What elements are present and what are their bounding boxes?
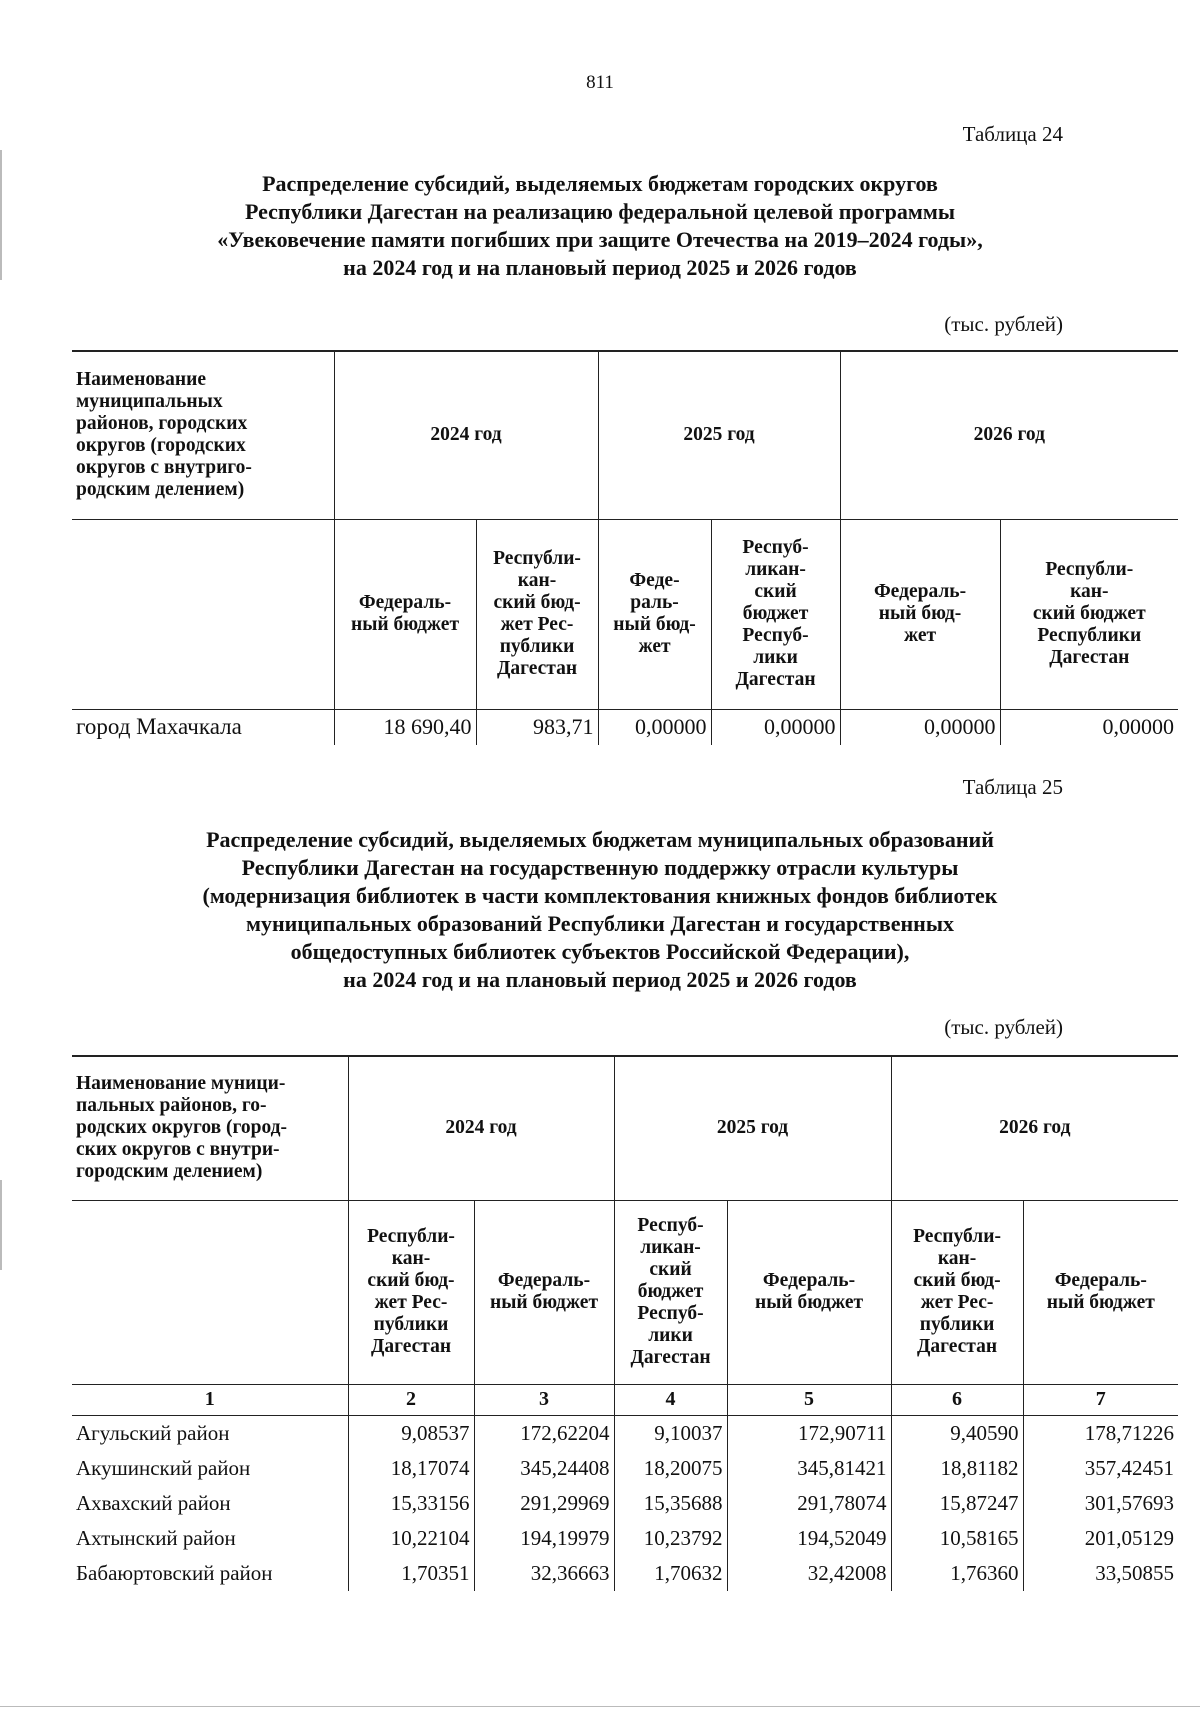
subheader-line: ный бюджет xyxy=(1046,1292,1155,1313)
row-value: 194,52049 xyxy=(727,1521,891,1556)
header-name-cell xyxy=(72,351,334,519)
row-value: 18,81182 xyxy=(891,1451,1023,1486)
header-line: ских округов с внутри- xyxy=(76,1139,280,1161)
scan-edge-mark xyxy=(0,1180,2,1270)
row-name: Ахвахский район xyxy=(76,1490,231,1515)
subheader-line: раль- xyxy=(630,592,679,613)
year-header-2025: 2025 год xyxy=(614,1056,891,1200)
row-value: 357,42451 xyxy=(1023,1451,1178,1486)
subheader-line: кан- xyxy=(517,570,557,591)
header-line: родским делением) xyxy=(76,479,245,501)
row-value: 201,05129 xyxy=(1023,1521,1178,1556)
row-value: 345,24408 xyxy=(474,1451,614,1486)
column-number-row xyxy=(72,1384,1178,1415)
header-empty-cell xyxy=(72,519,334,709)
scan-edge-mark xyxy=(0,150,2,280)
row-value: 0,00000 xyxy=(598,709,711,745)
row-value: 18,17074 xyxy=(348,1451,474,1486)
subheader-line: Федераль- xyxy=(497,1270,591,1291)
header-line: районов, городских xyxy=(76,413,248,435)
subheader-line: Республи- xyxy=(493,548,581,569)
column-number: 5 xyxy=(727,1384,891,1415)
subheader-line: ский бюд- xyxy=(913,1270,1001,1291)
row-value: 18 690,40 xyxy=(334,709,476,745)
units-label: (тыс. рублей) xyxy=(944,1015,1063,1039)
header-empty-cell xyxy=(72,1200,348,1384)
subheader-line: Федераль- xyxy=(358,592,452,613)
subheader-cell xyxy=(334,519,476,709)
subheader-line: ликан- xyxy=(745,559,806,580)
column-number: 2 xyxy=(348,1384,474,1415)
subheader-line: Республи- xyxy=(1045,559,1134,580)
title-line: Республики Дагестан на государственную поддержку отрасли культуры xyxy=(241,855,959,880)
title-line: на 2024 год и на плановый период 2025 и 2026 годов xyxy=(343,255,857,280)
header-line: округов с внутриго- xyxy=(76,457,252,479)
table-title xyxy=(80,826,1120,994)
subheader-line: Дагестан xyxy=(496,658,578,679)
row-name: Бабаюртовский район xyxy=(76,1560,273,1585)
subheader-line: кан- xyxy=(1070,581,1109,602)
row-value: 9,08537 xyxy=(348,1415,474,1451)
subheader-line: жет xyxy=(903,625,937,646)
subheader-line: ский бюд- xyxy=(493,592,581,613)
subsidy-table-24 xyxy=(72,350,1178,745)
row-value: 10,58165 xyxy=(891,1521,1023,1556)
header-line: муниципальных xyxy=(76,391,223,413)
table-row xyxy=(72,1415,1178,1451)
row-value: 0,00000 xyxy=(711,709,840,745)
subheader-line: публики xyxy=(499,636,575,657)
subheader-line: жет xyxy=(638,636,671,657)
column-number: 1 xyxy=(72,1384,348,1415)
title-line: на 2024 год и на плановый период 2025 и 2026 годов xyxy=(343,967,857,992)
row-value: 9,40590 xyxy=(891,1415,1023,1451)
row-value: 0,00000 xyxy=(840,709,1000,745)
year-header-2024: 2024 год xyxy=(348,1056,614,1200)
row-value: 1,70351 xyxy=(348,1556,474,1591)
subheader-line: лики xyxy=(753,647,798,668)
title-line: Распределение субсидий, выделяемых бюджетам муниципальных образований xyxy=(206,827,994,852)
row-value: 9,10037 xyxy=(614,1415,727,1451)
row-value: 172,90711 xyxy=(727,1415,891,1451)
row-value: 33,50855 xyxy=(1023,1556,1178,1591)
title-line: (модернизация библиотек в части комплектования книжных фондов библиотек xyxy=(202,883,998,908)
subheader-line: ный бюджет xyxy=(754,1292,864,1313)
column-number: 3 xyxy=(474,1384,614,1415)
subheader-cell xyxy=(891,1200,1023,1384)
scan-bottom-edge xyxy=(0,1706,1200,1707)
subheader-line: ный бюджет xyxy=(350,614,460,635)
subheader-line: Дагестан xyxy=(630,1347,711,1368)
subheader-cell xyxy=(840,519,1000,709)
title-line: общедоступных библиотек субъектов Российской Федерации), xyxy=(290,939,910,964)
row-value: 291,78074 xyxy=(727,1486,891,1521)
subheader-line: публики xyxy=(919,1314,995,1335)
subheader-line: кан- xyxy=(391,1248,431,1269)
subheader-line: бюджет xyxy=(637,1281,704,1302)
row-value: 15,87247 xyxy=(891,1486,1023,1521)
table-row xyxy=(72,709,1178,745)
subheader-line: Дагестан xyxy=(370,1336,452,1357)
subheader-line: Феде- xyxy=(629,570,680,591)
title-line: «Увековечение памяти погибших при защите Отечества на 2019–2024 годы», xyxy=(217,227,983,252)
header-name-cell xyxy=(72,1056,348,1200)
row-name: Ахтынский район xyxy=(76,1525,236,1550)
row-value: 1,70632 xyxy=(614,1556,727,1591)
table-label: Таблица 25 xyxy=(962,775,1063,799)
table-row xyxy=(72,1521,1178,1556)
subheader-cell xyxy=(711,519,840,709)
header-line: Наименование xyxy=(76,369,206,391)
subheader-line: ный бюд- xyxy=(613,614,696,635)
row-value: 1,76360 xyxy=(891,1556,1023,1591)
subheader-cell xyxy=(1023,1200,1178,1384)
title-line: муниципальных образований Республики Дагестан и государственных xyxy=(245,911,955,936)
subheader-line: Дагестан xyxy=(1049,647,1130,668)
subheader-line: Респуб- xyxy=(742,537,809,558)
subheader-line: лики xyxy=(648,1325,693,1346)
title-line: Республики Дагестан на реализацию федеральной целевой программы xyxy=(244,199,955,224)
row-name: Агульский район xyxy=(76,1420,230,1445)
subheader-line: Федераль- xyxy=(762,1270,856,1291)
year-header-2026: 2026 год xyxy=(891,1056,1178,1200)
year-header-2024: 2024 год xyxy=(334,351,598,519)
header-line: пальных районов, го- xyxy=(76,1095,267,1117)
year-header-2025: 2025 год xyxy=(598,351,840,519)
row-value: 15,33156 xyxy=(348,1486,474,1521)
subheader-cell xyxy=(474,1200,614,1384)
subheader-line: Дагестан xyxy=(735,669,816,690)
row-value: 178,71226 xyxy=(1023,1415,1178,1451)
table-title xyxy=(80,170,1120,282)
subheader-line: жет Рес- xyxy=(500,614,574,635)
row-value: 291,29969 xyxy=(474,1486,614,1521)
subheader-line: ский xyxy=(754,581,797,602)
row-value: 983,71 xyxy=(476,709,598,745)
subheader-cell xyxy=(614,1200,727,1384)
subheader-cell xyxy=(348,1200,474,1384)
subheader-line: ский бюджет xyxy=(1032,603,1146,624)
row-value: 301,57693 xyxy=(1023,1486,1178,1521)
row-value: 18,20075 xyxy=(614,1451,727,1486)
page-number: 811 xyxy=(586,72,614,93)
units-label: (тыс. рублей) xyxy=(944,312,1063,336)
subheader-line: публики xyxy=(373,1314,449,1335)
table-row xyxy=(72,1451,1178,1486)
subheader-line: ликан- xyxy=(640,1237,701,1258)
table-row xyxy=(72,1556,1178,1591)
subheader-line: ный бюд- xyxy=(878,603,962,624)
subheader-line: ский xyxy=(649,1259,692,1280)
subheader-line: Респуб- xyxy=(637,1303,704,1324)
header-line: родских округов (город- xyxy=(76,1117,288,1139)
subheader-cell xyxy=(1000,519,1178,709)
table-row xyxy=(72,1486,1178,1521)
header-line: городским делением) xyxy=(76,1161,263,1183)
row-name: Акушинский район xyxy=(76,1455,251,1480)
column-number: 6 xyxy=(891,1384,1023,1415)
row-value: 194,19979 xyxy=(474,1521,614,1556)
header-line: округов (городских xyxy=(76,435,246,457)
subheader-line: жет Рес- xyxy=(920,1292,994,1313)
column-number: 7 xyxy=(1023,1384,1178,1415)
subheader-line: Федераль- xyxy=(1054,1270,1147,1291)
row-value: 15,35688 xyxy=(614,1486,727,1521)
row-value: 32,36663 xyxy=(474,1556,614,1591)
table-label: Таблица 24 xyxy=(962,122,1063,146)
subheader-line: ный бюджет xyxy=(489,1292,599,1313)
row-value: 0,00000 xyxy=(1000,709,1178,745)
subheader-line: Дагестан xyxy=(916,1336,998,1357)
subheader-line: Республики xyxy=(1037,625,1142,646)
header-line: Наименование муници- xyxy=(76,1073,286,1095)
row-value: 345,81421 xyxy=(727,1451,891,1486)
subheader-line: Респуб- xyxy=(637,1215,704,1236)
subheader-line: Респуб- xyxy=(742,625,809,646)
row-value: 10,22104 xyxy=(348,1521,474,1556)
year-header-2026: 2026 год xyxy=(840,351,1178,519)
subheader-line: ский бюд- xyxy=(367,1270,455,1291)
subheader-line: кан- xyxy=(937,1248,977,1269)
row-value: 172,62204 xyxy=(474,1415,614,1451)
subheader-cell xyxy=(727,1200,891,1384)
title-line: Распределение субсидий, выделяемых бюджетам городских округов xyxy=(262,171,938,196)
subheader-cell xyxy=(476,519,598,709)
row-value: 32,42008 xyxy=(727,1556,891,1591)
row-value: 10,23792 xyxy=(614,1521,727,1556)
column-number: 4 xyxy=(614,1384,727,1415)
subsidy-table-25 xyxy=(72,1055,1178,1591)
subheader-line: Республи- xyxy=(913,1226,1001,1247)
row-name: город Махачкала xyxy=(76,714,242,739)
subheader-line: Республи- xyxy=(367,1226,455,1247)
subheader-line: бюджет xyxy=(742,603,809,624)
subheader-line: Федераль- xyxy=(873,581,967,602)
subheader-line: жет Рес- xyxy=(374,1292,448,1313)
subheader-cell xyxy=(598,519,711,709)
